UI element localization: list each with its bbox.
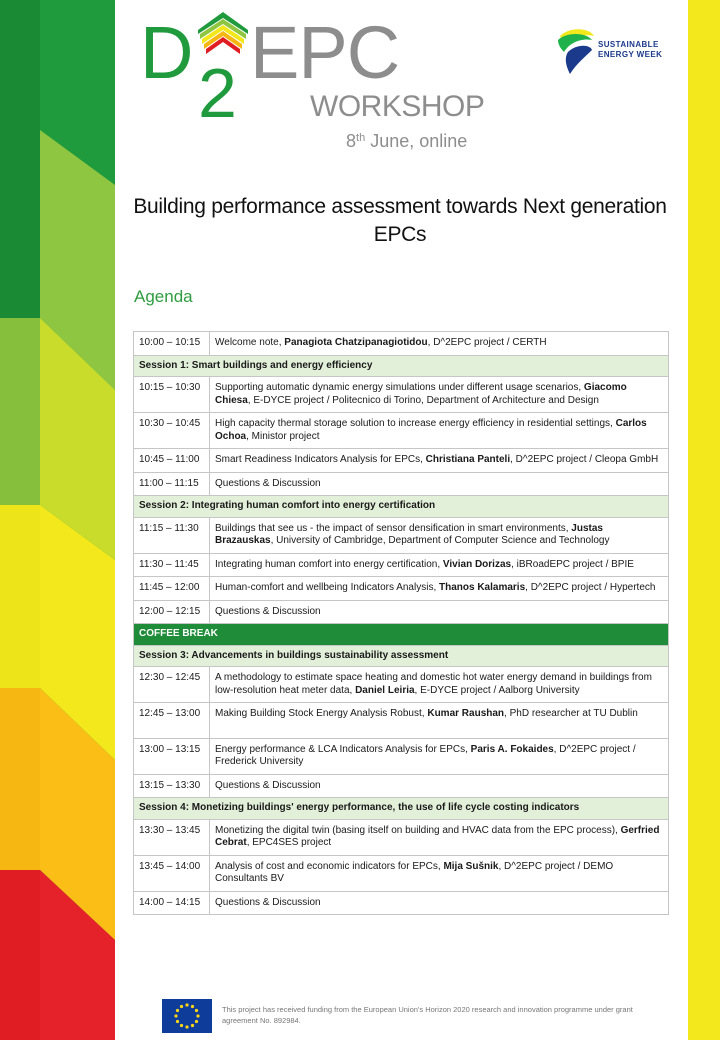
- agenda-row: [134, 472, 669, 496]
- agenda-heading: Agenda: [134, 287, 193, 306]
- time-cell: 11:00 – 11:15: [134, 472, 210, 496]
- speaker-name: Mija Sušnik: [443, 860, 499, 872]
- talk-cell: Integrating human comfort into energy certification, Vivian Dorizas, iBRoadEPC project / BPIE: [210, 553, 669, 577]
- time-cell: 10:00 – 10:15: [134, 332, 210, 356]
- agenda-row: [134, 667, 669, 703]
- talk-cell: Analysis of cost and economic indicators for EPCs, Mija Sušnik, D^2EPC project / DEMO Consultants BV: [210, 855, 669, 891]
- talk-cell: Questions & Discussion: [210, 774, 669, 798]
- speaker-name: Vivian Dorizas: [442, 558, 512, 570]
- time-cell: 12:00 – 12:15: [134, 600, 210, 624]
- time-cell: 11:30 – 11:45: [134, 553, 210, 577]
- talk-cell: Human-comfort and wellbeing Indicators Analysis, Thanos Kalamaris, D^2EPC project / Hypertech: [210, 577, 669, 601]
- time-cell: 13:45 – 14:00: [134, 855, 210, 891]
- sustainable-energy-week-logo: [556, 26, 681, 76]
- speaker-name: Paris A. Fokaides: [470, 743, 554, 755]
- agenda-table: [133, 331, 669, 915]
- session-header: Session 2: Integrating human comfort into energy certification: [134, 496, 669, 518]
- sew-swirl-icon: [556, 26, 596, 76]
- energy-rating-stripe: [0, 0, 115, 1040]
- agenda-row: [134, 517, 669, 553]
- session-header: Session 3: Advancements in buildings sustainability assessment: [134, 645, 669, 667]
- talk-cell: Questions & Discussion: [210, 472, 669, 496]
- coffee-break-row: COFFEE BREAK: [134, 624, 669, 646]
- talk-cell: High capacity thermal storage solution to increase energy efficiency in residential settings, Carlos Ochoa, Ministor project: [210, 413, 669, 449]
- speaker-name: Thanos Kalamaris: [439, 582, 526, 593]
- time-cell: 13:15 – 13:30: [134, 774, 210, 798]
- agenda-row: [134, 413, 669, 449]
- talk-cell: Buildings that see us - the impact of sensor densification in smart environments, Justas Brazauskas, University of Cambridge, Department of Computer Science and Technology: [210, 517, 669, 553]
- talk-cell: Monetizing the digital twin (basing itself on building and HVAC data from the EPC process), Gerfried Cebrat, EPC4SES project: [210, 819, 669, 855]
- time-cell: 12:45 – 13:00: [134, 703, 210, 739]
- talk-cell: Energy performance & LCA Indicators Analysis for EPCs, Paris A. Fokaides, D^2EPC project / Frederick University: [210, 738, 669, 774]
- talk-cell: Making Building Stock Energy Analysis Robust, Kumar Raushan, PhD researcher at TU Dublin: [210, 703, 669, 739]
- logo-letter-d: D: [140, 11, 194, 94]
- talk-cell: Welcome note, Panagiota Chatzipanagiotidou, D^2EPC project / CERTH: [210, 332, 669, 356]
- talk-cell: Smart Readiness Indicators Analysis for EPCs, Christiana Panteli, D^2EPC project / Cleopa GmbH: [210, 449, 669, 473]
- speaker-name: Carlos Ochoa: [215, 418, 647, 442]
- speaker-name: Justas Brazauskas: [215, 522, 603, 546]
- agenda-row: [134, 774, 669, 798]
- event-date: 8th June, online: [346, 131, 468, 151]
- time-cell: 12:30 – 12:45: [134, 667, 210, 703]
- talk-cell: A methodology to estimate space heating and domestic hot water energy demand in buildings from low-resolution heat meter data, Daniel Leiria, E-DYCE project / Aalborg University: [210, 667, 669, 703]
- agenda-row: [134, 577, 669, 601]
- speaker-name: Christiana Panteli: [425, 454, 511, 465]
- speaker-name: Kumar Raushan: [427, 708, 505, 719]
- time-cell: 10:15 – 10:30: [134, 377, 210, 413]
- speaker-name: Daniel Leiria: [355, 684, 415, 696]
- speaker-name: Panagiota Chatzipanagiotidou: [284, 337, 428, 348]
- agenda-row: [134, 600, 669, 624]
- speaker-name: Gerfried Cebrat: [215, 824, 660, 848]
- agenda-row: [134, 819, 669, 855]
- time-cell: 10:30 – 10:45: [134, 413, 210, 449]
- time-cell: 11:15 – 11:30: [134, 517, 210, 553]
- agenda-row: [134, 703, 669, 739]
- time-cell: 10:45 – 11:00: [134, 449, 210, 473]
- agenda-row: [134, 891, 669, 915]
- logo-workshop: WORKSHOP: [310, 90, 485, 123]
- session-header: Session 4: Monetizing buildings' energy performance, the use of life cycle costing indicators: [134, 798, 669, 820]
- speaker-name: Giacomo Chiesa: [215, 382, 627, 406]
- logo-digit-2: 2: [198, 54, 237, 132]
- time-cell: 11:45 – 12:00: [134, 577, 210, 601]
- time-cell: 13:00 – 13:15: [134, 738, 210, 774]
- sew-label: SUSTAINABLE ENERGY WEEK: [598, 40, 663, 59]
- talk-cell: Questions & Discussion: [210, 891, 669, 915]
- time-cell: 13:30 – 13:45: [134, 819, 210, 855]
- talk-cell: Supporting automatic dynamic energy simulations under different usage scenarios, Giacomo Chiesa, E-DYCE project / Politecnico di Torino, Department of Architecture and Design: [210, 377, 669, 413]
- time-cell: 14:00 – 14:15: [134, 891, 210, 915]
- session-header: Session 1: Smart buildings and energy efficiency: [134, 355, 669, 377]
- workshop-title: Building performance assessment towards Next generation EPCs: [133, 195, 667, 246]
- agenda-row: [134, 855, 669, 891]
- eu-flag-icon: [162, 999, 212, 1033]
- agenda-row: [134, 738, 669, 774]
- logo-epc: EPC: [250, 11, 400, 94]
- funding-footer: [162, 997, 662, 1033]
- agenda-row: [134, 377, 669, 413]
- right-yellow-stripe: [688, 0, 720, 1040]
- agenda-row: [134, 449, 669, 473]
- rating-house-icon: [196, 10, 250, 56]
- agenda-row: [134, 553, 669, 577]
- talk-cell: Questions & Discussion: [210, 600, 669, 624]
- funding-statement: This project has received funding from the European Union's Horizon 2020 research and innovation programme under grant agreement No. 892984.: [222, 1005, 633, 1025]
- agenda-row: [134, 332, 669, 356]
